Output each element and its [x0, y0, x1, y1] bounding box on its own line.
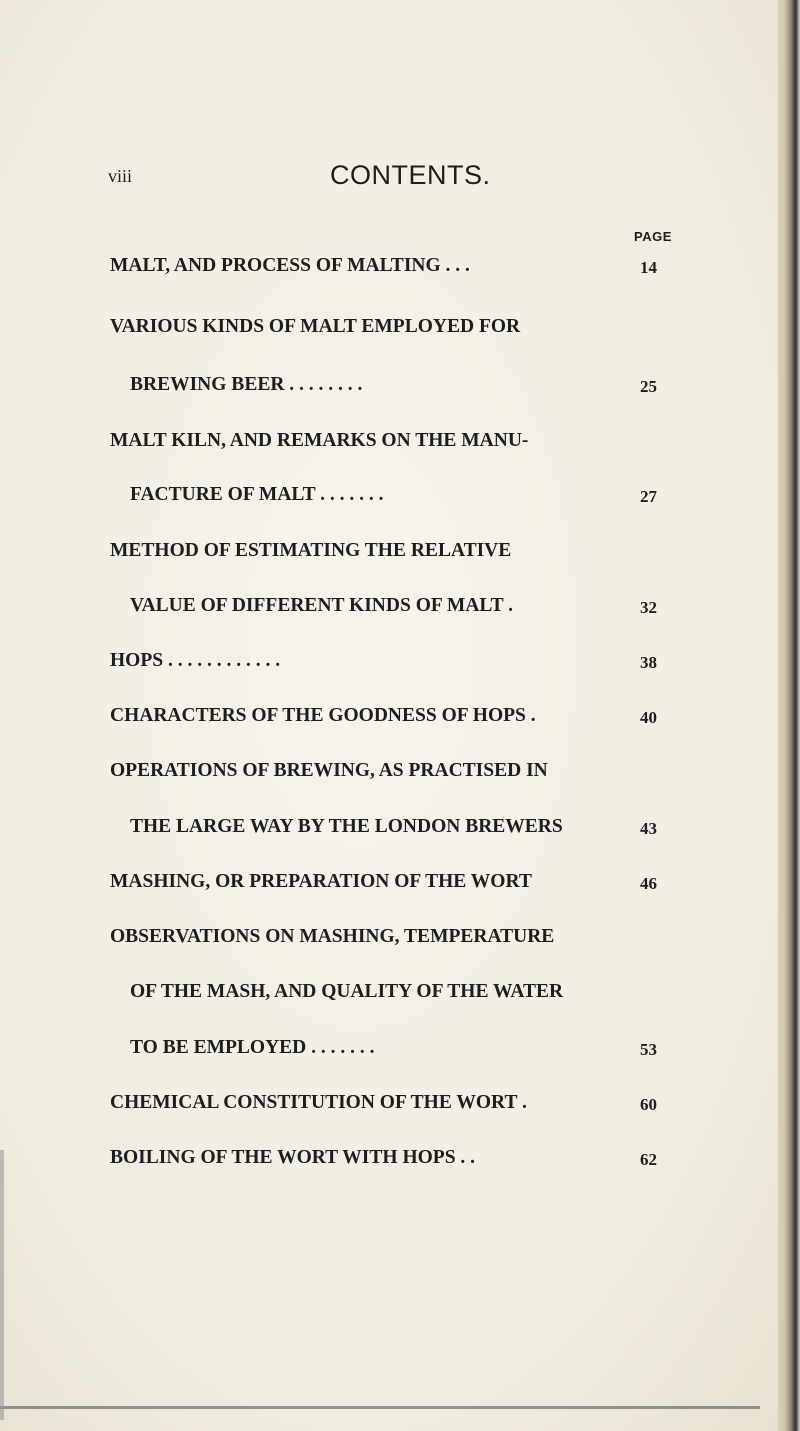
toc-entry-line: MALT KILN, AND REMARKS ON THE MANU-	[110, 430, 529, 451]
toc-entry-page: 40	[640, 708, 657, 727]
page-title: CONTENTS.	[330, 160, 491, 190]
toc-entry-line: BOILING OF THE WORT WITH HOPS . .	[110, 1147, 476, 1168]
page-bottom-edge	[0, 1406, 760, 1409]
toc-entry-line: MASHING, OR PREPARATION OF THE WORT	[110, 871, 532, 892]
toc-entry-page: 62	[640, 1150, 657, 1169]
toc-entry-line: OPERATIONS OF BREWING, AS PRACTISED IN	[110, 760, 548, 781]
toc-entry-page: 60	[640, 1095, 657, 1114]
toc-entry-line: CHEMICAL CONSTITUTION OF THE WORT .	[110, 1092, 527, 1113]
toc-entry-page: 32	[640, 598, 657, 617]
page-column-label: PAGE	[634, 229, 672, 244]
toc-entry-line: CHARACTERS OF THE GOODNESS OF HOPS .	[110, 705, 536, 726]
toc-entry-page: 14	[640, 258, 657, 277]
toc-entry-line: VALUE OF DIFFERENT KINDS OF MALT .	[130, 595, 514, 616]
toc-entry-line: METHOD OF ESTIMATING THE RELATIVE	[110, 540, 512, 561]
toc-entry-line: VARIOUS KINDS OF MALT EMPLOYED FOR	[110, 316, 521, 337]
page-number: viii	[108, 166, 133, 186]
toc-entry-page: 25	[640, 377, 657, 396]
toc-entry-line: BREWING BEER . . . . . . . .	[130, 374, 363, 395]
toc-entry-page: 38	[640, 653, 657, 672]
toc-entry-page: 27	[640, 487, 657, 506]
toc-entry-line: MALT, AND PROCESS OF MALTING . . .	[110, 255, 470, 276]
page-edge-shadow	[778, 0, 800, 1431]
toc-entry-line: FACTURE OF MALT . . . . . . .	[130, 484, 384, 505]
toc-entry-page: 53	[640, 1040, 657, 1059]
toc-entry-line: OF THE MASH, AND QUALITY OF THE WATER	[130, 981, 564, 1002]
toc-entry-page: 43	[640, 819, 657, 838]
toc-entry-line: THE LARGE WAY BY THE LONDON BREWERS	[130, 816, 563, 837]
toc-entry-line: HOPS . . . . . . . . . . . .	[110, 650, 281, 671]
toc-entry-page: 46	[640, 874, 657, 893]
toc-entry-line: TO BE EMPLOYED . . . . . . .	[130, 1037, 375, 1058]
toc-entry-line: OBSERVATIONS ON MASHING, TEMPERATURE	[110, 926, 555, 947]
page-left-edge	[0, 1150, 4, 1420]
